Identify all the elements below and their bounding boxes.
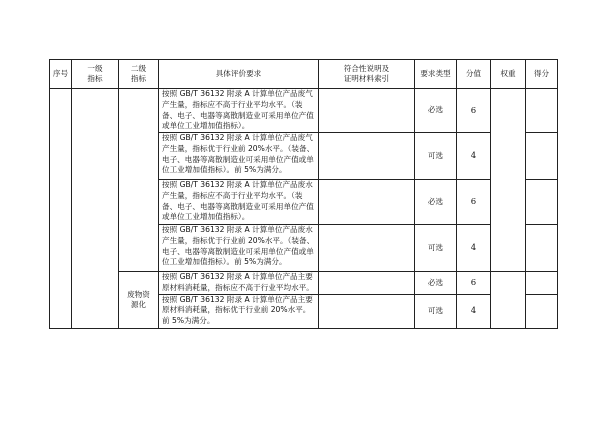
score-cell: 6	[457, 89, 491, 133]
type-cell: 可选	[415, 294, 457, 328]
weight-cell	[491, 89, 526, 272]
header-level2: 二级 指标	[119, 60, 159, 89]
got-cell	[526, 272, 558, 295]
requirement-cell: 按照 GB/T 36132 附录 A 计算单位产品废水产生量，指标应不高于行业平均水平。（装备、电子、电器等离散制造业可采用单位产值或单位工业增加值指标）。	[159, 180, 319, 225]
header-weight: 权重	[491, 60, 526, 89]
evidence-cell	[319, 294, 415, 328]
score-cell: 4	[457, 225, 491, 272]
got-cell	[526, 89, 558, 133]
header-got: 得分	[526, 60, 558, 89]
got-cell	[526, 133, 558, 180]
header-seq: 序号	[50, 60, 72, 89]
level2-cell: 废物资 源化	[119, 272, 159, 329]
table-row	[50, 89, 558, 133]
requirement-cell: 按照 GB/T 36132 附录 A 计算单位产品主要原材料消耗量，指标应不高于行业平均水平。	[159, 272, 319, 295]
evidence-cell	[319, 180, 415, 225]
table-row	[50, 272, 558, 295]
score-cell: 4	[457, 133, 491, 180]
score-cell: 4	[457, 294, 491, 328]
header-requirement: 具体评价要求	[159, 60, 319, 89]
evidence-cell	[319, 272, 415, 295]
evidence-cell	[319, 225, 415, 272]
header-level1: 一级 指标	[72, 60, 119, 89]
level1-cell	[72, 89, 119, 329]
score-cell: 6	[457, 272, 491, 295]
header-evidence: 符合性说明及 证明材料索引	[319, 60, 415, 89]
got-cell	[526, 225, 558, 272]
got-cell	[526, 294, 558, 328]
header-score: 分值	[457, 60, 491, 89]
evaluation-table-page	[49, 59, 557, 329]
type-cell: 必选	[415, 272, 457, 295]
header-row	[50, 60, 558, 89]
type-cell: 可选	[415, 133, 457, 180]
requirement-cell: 按照 GB/T 36132 附录 A 计算单位产品主要原材料消耗量，指标优于行业前 20%水平。前 5%为满分。	[159, 294, 319, 328]
type-cell: 必选	[415, 89, 457, 133]
weight-cell	[491, 272, 526, 329]
requirement-cell: 按照 GB/T 36132 附录 A 计算单位产品废水产生量，指标优于行业前 20%水平。（装备、电子、电器等离散制造业可采用单位产值或单位工业增加值指标）。前 5%为满分。	[159, 225, 319, 272]
requirement-cell: 按照 GB/T 36132 附录 A 计算单位产品废气产生量，指标优于行业前 20%水平。（装备、电子、电器等离散制造业可采用单位产值或单位工业增加值指标）。前 5%为满分。	[159, 133, 319, 180]
evidence-cell	[319, 133, 415, 180]
seq-cell	[50, 89, 72, 329]
header-type: 要求类型	[415, 60, 457, 89]
got-cell	[526, 180, 558, 225]
score-cell: 6	[457, 180, 491, 225]
requirement-cell: 按照 GB/T 36132 附录 A 计算单位产品废气产生量，指标应不高于行业平均水平。（装备、电子、电器等离散制造业可采用单位产值或单位工业增加值指标）。	[159, 89, 319, 133]
level2-cell	[119, 89, 159, 272]
evaluation-table	[49, 59, 558, 329]
type-cell: 必选	[415, 180, 457, 225]
type-cell: 可选	[415, 225, 457, 272]
evidence-cell	[319, 89, 415, 133]
